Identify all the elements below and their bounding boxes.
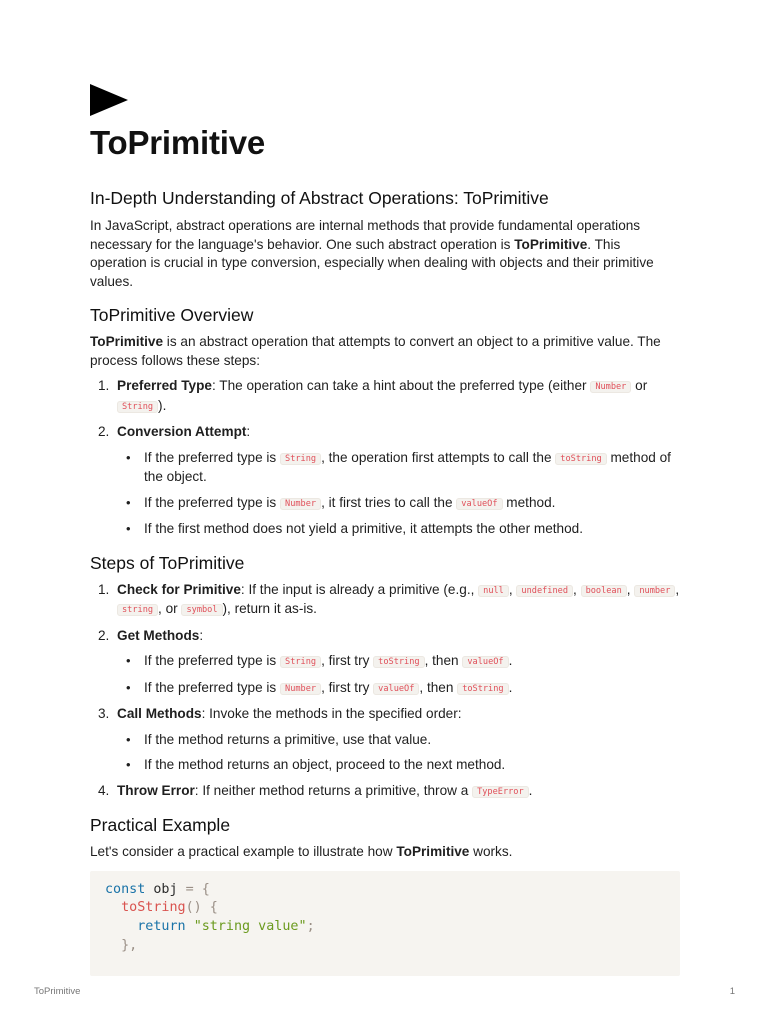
bullet-dot: • [126,494,131,510]
list-number: 4. [98,782,110,798]
overview-heading: ToPrimitive Overview [90,305,254,325]
bullet-item [90,449,680,487]
bullet-dot: • [126,653,131,668]
item-text: If the method returns an object, proceed to the next method. [144,757,506,772]
item-text: method of the object. [144,449,671,484]
bullet-item [90,756,680,775]
inline-code: toString [373,656,424,668]
inline-code: Number [590,381,631,393]
list-item: 1. Check for Primitive: If the input is already a primitive (e.g., null , undefined , boolean , number , string , or symbol ), return it as-is. [98,581,680,616]
bullet-item: • If the preferred type is String , first try toString , then valueOf . [90,652,680,672]
list-item [90,627,680,646]
bullet-item [90,494,680,514]
example-text: Let's consider a practical example to illustrate how [90,844,397,859]
inline-code: boolean [581,585,627,597]
item-bold: Throw Error [117,782,195,798]
item-text: If the preferred type is [144,494,281,510]
bullet-item [90,520,680,539]
item-text: , or [158,601,182,616]
item-text: If the preferred type is [144,679,281,695]
item-text: : The operation can take a hint about the preferred type (either [211,378,591,393]
code-punctuation: () { [185,900,218,916]
code-function: toString [121,900,186,916]
intro-paragraph [90,217,680,291]
steps-list [90,581,680,646]
item-text: : [246,424,251,439]
code-keyword: return [137,918,186,934]
item-text: , then [419,679,458,695]
item-bold: Call Methods [117,706,202,721]
list-number: 1. [98,378,110,393]
steps-list-cont [90,705,680,724]
inline-code: valueOf [456,498,502,510]
item-bold: Get Methods [117,627,200,643]
overview-bold: ToPrimitive [90,334,164,349]
item-text: method. [502,494,556,510]
example-heading: Practical Example [90,815,231,835]
intro-bold: ToPrimitive [514,236,588,252]
bullet-item: • If the preferred type is Number , first try valueOf , then toString . [90,679,680,699]
code-block [90,871,680,976]
item-text: : Invoke the methods in the specified order: [201,706,462,721]
item-text: If the first method does not yield a primitive, it attempts the other method. [144,521,583,536]
bullet-dot: • [126,449,131,465]
bullet-dot: • [126,521,131,536]
inline-code: String [117,401,158,413]
item-text: , first try [321,679,374,695]
list-number: 3. [98,706,110,721]
intro-text-end: . This operation is crucial in type conversion, especially when dealing with objects and their primitive values. [90,236,654,289]
code-identifier: obj [145,881,186,897]
intro-text: In JavaScript, abstract operations are internal methods that provide fundamental operations necessary for the language's behavior. One such abstract operation is [90,218,641,252]
item-text: , the operation first attempts to call the [321,449,556,465]
item-text: ), return it as-is. [222,601,317,616]
page-title: ToPrimitive [90,124,266,161]
play-icon [90,84,128,116]
item-text: If the method returns a primitive, use that value. [144,731,432,747]
list-number: 1. [98,581,110,597]
inline-code: string [117,604,158,616]
item-bold: Conversion Attempt [117,424,247,439]
code-punctuation: ; [306,918,315,934]
code-punctuation: }, [121,937,138,953]
item-text: , first try [321,653,374,668]
list-number: 2. [98,424,110,439]
overview-paragraph [90,333,680,370]
inline-code: toString [555,453,606,465]
item-text: If the preferred type is [144,653,281,668]
inline-code: valueOf [462,656,508,668]
item-text: . [528,782,533,798]
example-bold: ToPrimitive [396,844,470,859]
item-text: : If neither method returns a primitive, throw a [194,782,473,798]
item-text: : [199,627,204,643]
steps-heading: Steps of ToPrimitive [90,552,245,573]
item-bold: Check for Primitive [117,581,241,597]
inline-code: String [280,453,321,465]
call-bullets [90,731,680,775]
inline-code: symbol [181,604,222,616]
intro-heading: In-Depth Understanding of Abstract Operations: ToPrimitive [90,188,549,208]
item-text: If the preferred type is [144,449,281,465]
inline-code: Number [280,683,321,695]
item-bold: Preferred Type [117,378,212,393]
inline-code: String [280,656,321,668]
inline-code: toString [457,683,508,695]
item-text: : If the input is already a primitive (e.g., [240,581,479,597]
steps-list-end [90,782,680,802]
page-number: 1 [729,986,735,997]
item-text: or [631,378,648,393]
example-paragraph [90,843,680,862]
example-text-end: works. [469,844,513,859]
code-punctuation: = { [185,881,210,897]
code-string: "string value" [193,918,307,934]
list-item [90,377,680,416]
item-text: , then [424,653,463,668]
conversion-bullets [90,449,680,539]
footer-title: ToPrimitive [34,986,81,997]
item-text: , it first tries to call the [321,494,457,510]
inline-code: undefined [516,585,573,597]
bullet-dot: • [126,757,131,772]
bullet-dot: • [126,731,131,747]
methods-bullets [90,652,680,698]
content [90,188,680,976]
overview-text: is an abstract operation that attempts to convert an object to a primitive value. The process follows these steps: [90,334,661,368]
inline-code: TypeError [472,786,529,798]
inline-code: Number [280,498,321,510]
item-text: ). [158,397,167,413]
code-keyword: const [105,881,146,897]
inline-code: number [634,585,675,597]
overview-list [90,377,680,442]
inline-code: valueOf [373,683,419,695]
list-item [90,705,680,724]
list-item [90,782,680,802]
list-item [90,423,680,442]
bullet-dot: • [126,679,131,695]
inline-code: null [478,585,509,597]
list-number: 2. [98,627,110,643]
bullet-item [90,731,680,750]
